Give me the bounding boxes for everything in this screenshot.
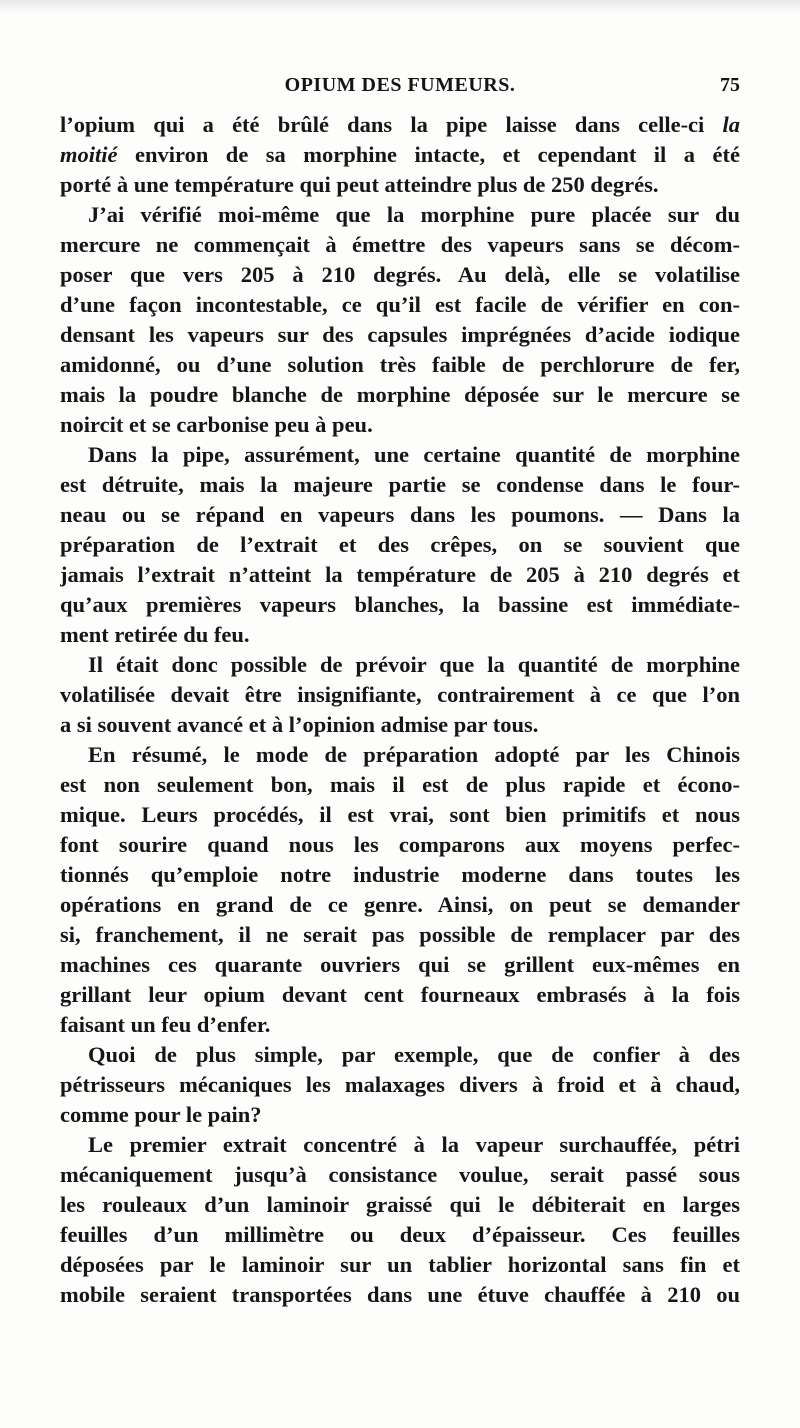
text-line: Dans la pipe, assurément, une certaine quantité de morphine xyxy=(88,442,740,467)
text-line: est non seulement bon, mais il est de plus rapide et écono- xyxy=(60,772,740,797)
text-line: poser que vers 205 à 210 degrés. Au delà, elle se volatilise xyxy=(60,262,740,287)
text-line: mécaniquement jusqu’à consistance voulue, serait passé sous xyxy=(60,1162,740,1187)
text-line: porté à une température qui peut atteindre plus de 250 degrés. xyxy=(60,172,659,197)
body-text xyxy=(60,110,740,1310)
text-line: volatilisée devait être insignifiante, contrairement à ce que l’on xyxy=(60,682,740,707)
text-line: machines ces quarante ouvriers qui se grillent eux-mêmes en xyxy=(60,952,740,977)
text-line: les rouleaux d’un laminoir graissé qui le débiterait en larges xyxy=(60,1192,740,1217)
text-line: Quoi de plus simple, par exemple, que de confier à des xyxy=(88,1042,740,1067)
text-line: noircit et se carbonise peu à peu. xyxy=(60,412,373,437)
emphasis: moitié xyxy=(60,142,118,167)
text-line: densant les vapeurs sur des capsules imprégnées d’acide iodique xyxy=(60,322,740,347)
text-line: grillant leur opium devant cent fourneaux embrasés à la fois xyxy=(60,982,740,1007)
text-line-segment: l’opium qui a été brûlé dans la pipe laisse dans celle-ci xyxy=(60,112,723,137)
text-line xyxy=(60,110,740,140)
page-number: 75 xyxy=(720,74,740,96)
text-line: Il était donc possible de prévoir que la quantité de morphine xyxy=(88,652,740,677)
text-line: tionnés qu’emploie notre industrie moderne dans toutes les xyxy=(60,862,740,887)
text-line: jamais l’extrait n’atteint la température de 205 à 210 degrés et xyxy=(60,562,740,587)
text-line: qu’aux premières vapeurs blanches, la bassine est immédiate- xyxy=(60,592,740,617)
text-line: ment retirée du feu. xyxy=(60,622,250,647)
emphasis: la xyxy=(722,112,740,137)
text-line: faisant un feu d’enfer. xyxy=(60,1012,271,1037)
text-line: feuilles d’un millimètre ou deux d’épaisseur. Ces feuilles xyxy=(60,1222,740,1247)
text-line: mercure ne commençait à émettre des vapeurs sans se décom- xyxy=(60,232,740,257)
text-line: mais la poudre blanche de morphine déposée sur le mercure se xyxy=(60,382,740,407)
text-line: déposées par le laminoir sur un tablier horizontal sans fin et xyxy=(60,1252,740,1277)
running-title: OPIUM DES FUMEURS. xyxy=(284,74,516,96)
text-line: font sourire quand nous les comparons aux moyens perfec- xyxy=(60,832,740,857)
text-line: d’une façon incontestable, ce qu’il est facile de vérifier en con- xyxy=(60,292,740,317)
text-line: En résumé, le mode de préparation adopté par les Chinois xyxy=(88,742,740,767)
text-line: opérations en grand de ce genre. Ainsi, on peut se demander xyxy=(60,892,740,917)
text-line: Le premier extrait concentré à la vapeur surchauffée, pétri xyxy=(88,1132,740,1157)
text-line: a si souvent avancé et à l’opinion admise par tous. xyxy=(60,712,539,737)
text-line: pétrisseurs mécaniques les malaxages divers à froid et à chaud, xyxy=(60,1072,740,1097)
text-line: amidonné, ou d’une solution très faible de perchlorure de fer, xyxy=(60,352,740,377)
text-line: mobile seraient transportées dans une étuve chauffée à 210 ou xyxy=(60,1282,740,1307)
text-line: comme pour le pain? xyxy=(60,1102,262,1127)
text-line: neau ou se répand en vapeurs dans les poumons. — Dans la xyxy=(60,502,740,527)
text-line-segment: environ de sa morphine intacte, et cependant il a été xyxy=(117,142,740,167)
text-line: J’ai vérifié moi-même que la morphine pure placée sur du xyxy=(88,202,740,227)
text-line: préparation de l’extrait et des crêpes, on se souvient que xyxy=(60,532,740,557)
text-line xyxy=(60,140,740,170)
text-line: mique. Leurs procédés, il est vrai, sont bien primitifs et nous xyxy=(60,802,740,827)
text-line: est détruite, mais la majeure partie se condense dans le four- xyxy=(60,472,740,497)
running-head xyxy=(60,74,740,104)
text-line: si, franchement, il ne serait pas possible de remplacer par des xyxy=(60,922,740,947)
